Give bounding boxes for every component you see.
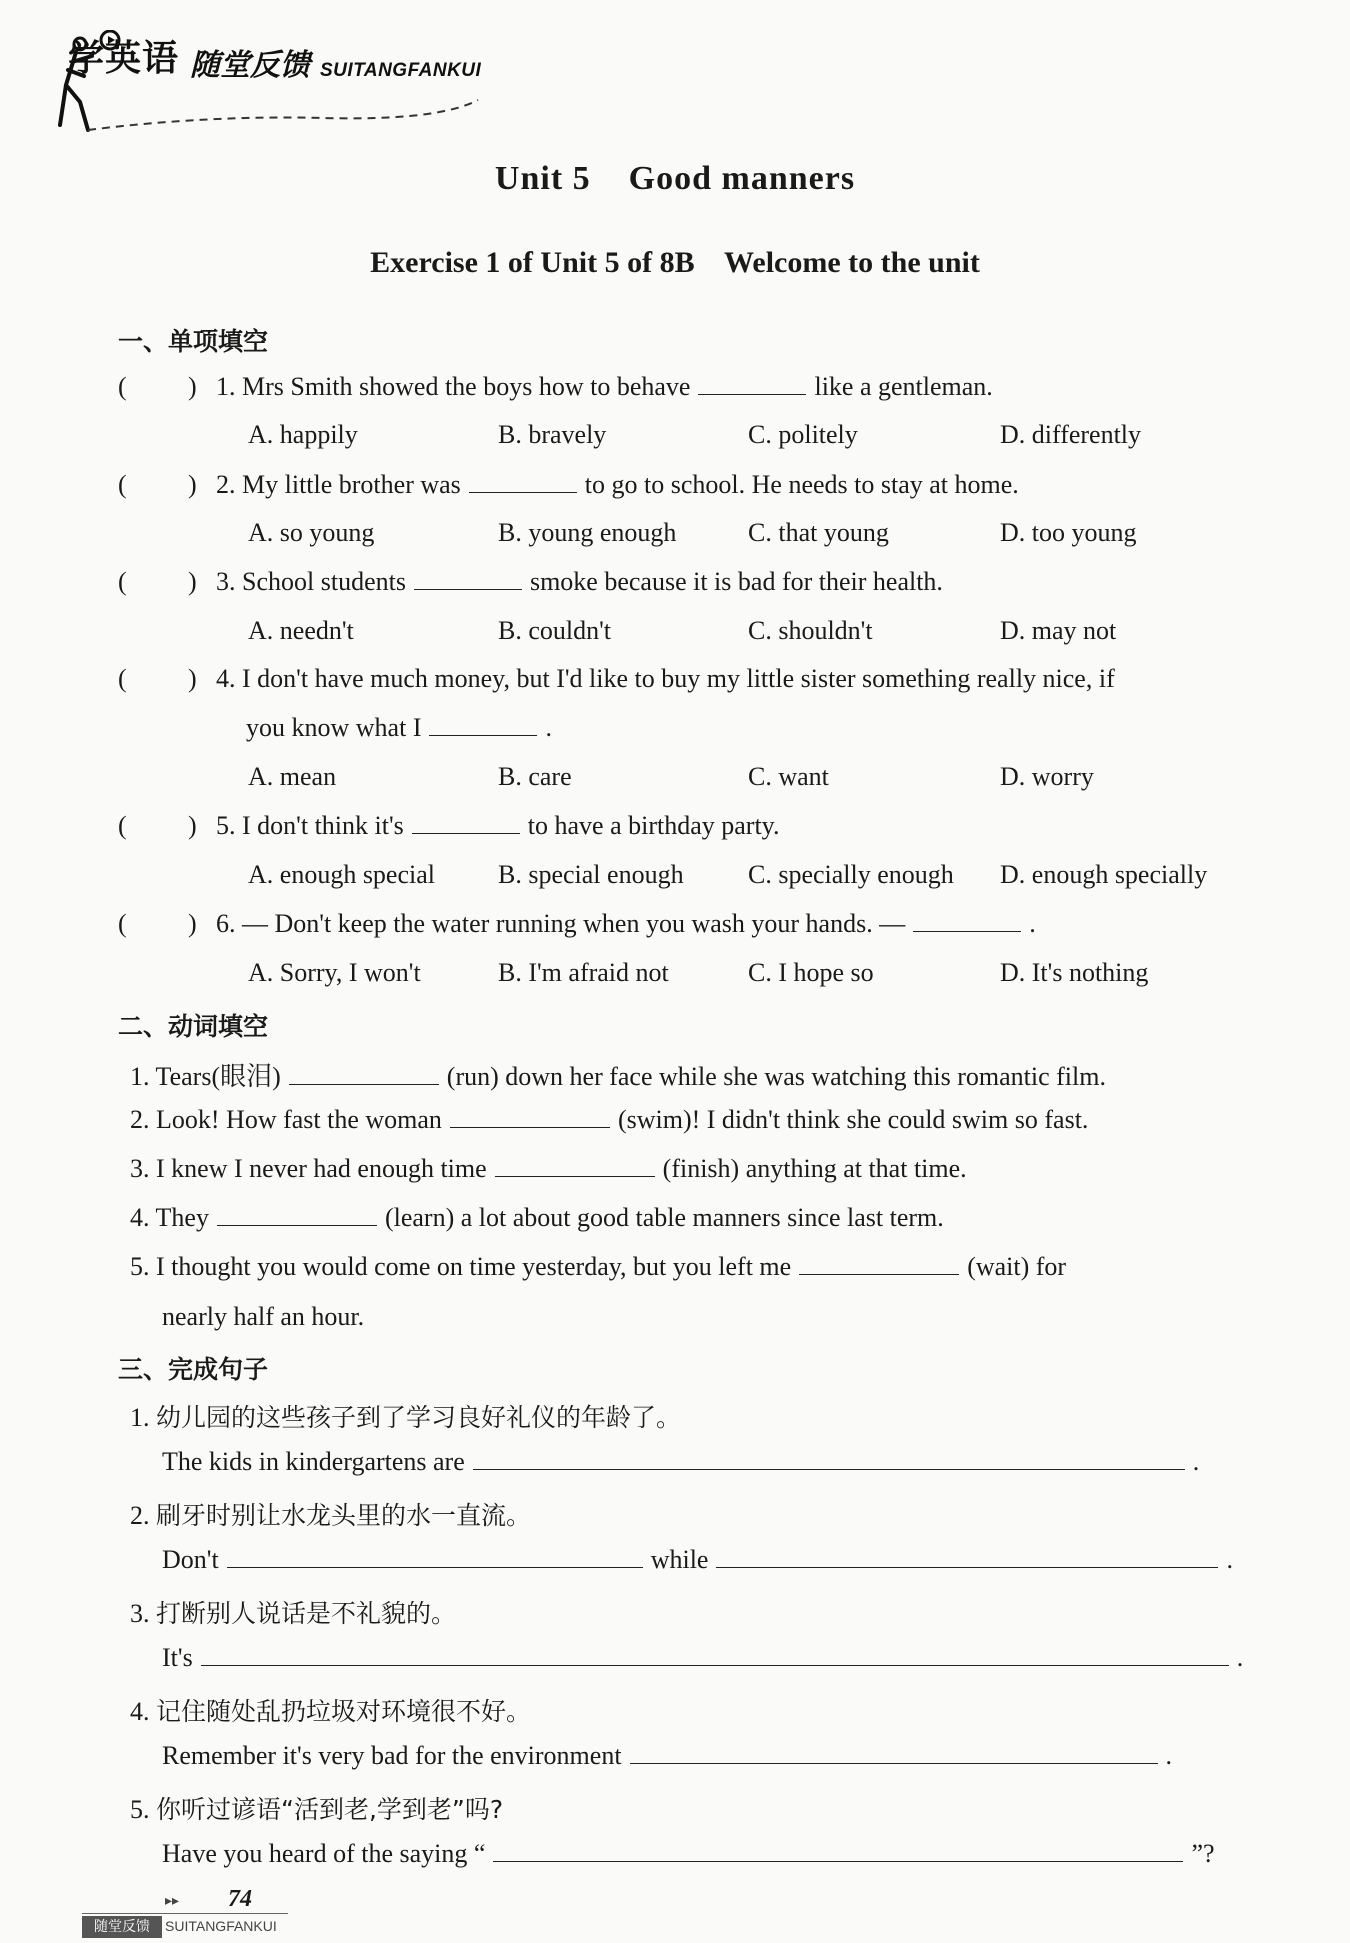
answer-paren-close: ) — [188, 470, 197, 499]
option[interactable]: C. that young — [748, 518, 889, 547]
option[interactable]: D. differently — [1000, 420, 1142, 449]
verb-item-3: 3. I knew I never had enough time (finish) anything at that time. — [130, 1154, 967, 1183]
logo-title-cn: 学英语 — [68, 38, 180, 79]
translate-item-5-en: Have you heard of the saying “ ”? — [162, 1839, 1215, 1868]
logo-subtitle-en: SUITANGFANKUI — [320, 60, 482, 81]
answer-paren-open[interactable]: ( — [118, 567, 127, 596]
unit-title: Unit 5 Good manners — [494, 160, 856, 197]
exercise-title: Exercise 1 of Unit 5 of 8B Welcome to the unit — [370, 246, 980, 279]
section-1-heading: 一、单项填空 — [118, 327, 269, 356]
option[interactable]: A. mean — [248, 762, 337, 791]
answer-paren-close: ) — [188, 372, 197, 401]
translate-item-1-cn: 1. 幼儿园的这些孩子到了学习良好礼仪的年龄了。 — [130, 1403, 682, 1432]
translate-item-3-en: It's . — [162, 1643, 1244, 1672]
option[interactable]: A. happily — [248, 420, 358, 449]
answer-blank[interactable] — [469, 491, 577, 493]
option[interactable]: A. needn't — [248, 616, 354, 645]
question-4: 4. I don't have much money, but I'd like to buy my little sister something really nice, if — [216, 664, 1115, 693]
answer-paren-open[interactable]: ( — [118, 811, 127, 840]
footer-divider — [82, 1913, 288, 1914]
answer-blank[interactable] — [698, 393, 806, 395]
option[interactable]: C. shouldn't — [748, 616, 873, 645]
option[interactable]: A. so young — [248, 518, 375, 547]
answer-paren-open[interactable]: ( — [118, 470, 127, 499]
verb-item-5: 5. I thought you would come on time yesterday, but you left me (wait) for — [130, 1252, 1067, 1281]
answer-blank[interactable] — [217, 1224, 377, 1226]
translate-item-3-cn: 3. 打断别人说话是不礼貌的。 — [130, 1599, 457, 1628]
answer-paren-close: ) — [188, 664, 197, 693]
answer-blank[interactable] — [450, 1126, 610, 1128]
answer-blank[interactable] — [493, 1860, 1183, 1862]
answer-blank[interactable] — [414, 588, 522, 590]
verb-item-4: 4. They (learn) a lot about good table manners since last term. — [130, 1203, 944, 1232]
option[interactable]: D. It's nothing — [1000, 958, 1149, 987]
verb-item-2: 2. Look! How fast the woman (swim)! I didn't think she could swim so fast. — [130, 1105, 1089, 1134]
answer-paren-close: ) — [188, 811, 197, 840]
option[interactable]: D. worry — [1000, 762, 1094, 791]
answer-blank[interactable] — [716, 1566, 1218, 1568]
answer-paren-open[interactable]: ( — [118, 909, 127, 938]
answer-blank[interactable] — [412, 832, 520, 834]
answer-blank[interactable] — [799, 1273, 959, 1275]
option[interactable]: C. I hope so — [748, 958, 874, 987]
answer-paren-open[interactable]: ( — [118, 372, 127, 401]
option[interactable]: B. bravely — [498, 420, 607, 449]
translate-item-4-cn: 4. 记住随处乱扔垃圾对环境很不好。 — [130, 1697, 532, 1726]
logo-subtitle-cn: 随堂反馈 — [190, 48, 310, 83]
option[interactable]: A. enough special — [248, 860, 436, 889]
question-4-line-2: you know what I . — [246, 713, 552, 742]
translate-item-4-en: Remember it's very bad for the environment . — [162, 1741, 1173, 1770]
option[interactable]: B. care — [498, 762, 572, 791]
page-number: 74 — [228, 1886, 252, 1912]
question-3: 3. School students smoke because it is bad for their health. — [216, 567, 943, 596]
footer-brand-en: SUITANGFANKUI — [165, 1918, 277, 1934]
translate-item-1-en: The kids in kindergartens are . — [162, 1447, 1200, 1476]
option[interactable]: C. politely — [748, 420, 858, 449]
question-2: 2. My little brother was to go to school. He needs to stay at home. — [216, 470, 1019, 499]
option[interactable]: C. specially enough — [748, 860, 954, 889]
question-1: 1. Mrs Smith showed the boys how to behave like a gentleman. — [216, 372, 993, 401]
answer-blank[interactable] — [473, 1468, 1185, 1470]
translate-item-5-cn: 5. 你听过谚语“活到老,学到老”吗? — [130, 1795, 504, 1824]
section-3-heading: 三、完成句子 — [118, 1355, 269, 1384]
answer-blank[interactable] — [495, 1175, 655, 1177]
translate-item-2-cn: 2. 刷牙时别让水龙头里的水一直流。 — [130, 1501, 532, 1530]
answer-blank[interactable] — [429, 734, 537, 736]
answer-paren-close: ) — [188, 567, 197, 596]
question-6: 6. — Don't keep the water running when you wash your hands. — . — [216, 909, 1036, 938]
section-2-heading: 二、动词填空 — [118, 1012, 269, 1041]
footer-brand-box: 随堂反馈 — [82, 1916, 162, 1938]
option[interactable]: C. want — [748, 762, 829, 791]
option[interactable]: B. special enough — [498, 860, 684, 889]
page-arrow-icon: ▸▸ — [165, 1894, 180, 1909]
option[interactable]: A. Sorry, I won't — [248, 958, 421, 987]
answer-blank[interactable] — [913, 930, 1021, 932]
option[interactable]: B. young enough — [498, 518, 677, 547]
answer-blank[interactable] — [227, 1566, 643, 1568]
answer-blank[interactable] — [630, 1762, 1158, 1764]
verb-item-5-line-2: nearly half an hour. — [162, 1302, 365, 1331]
answer-blank[interactable] — [289, 1083, 439, 1085]
answer-blank[interactable] — [201, 1664, 1229, 1666]
question-5: 5. I don't think it's to have a birthday party. — [216, 811, 780, 840]
answer-paren-open[interactable]: ( — [118, 664, 127, 693]
option[interactable]: D. may not — [1000, 616, 1117, 645]
translate-item-2-en: Don't while . — [162, 1545, 1233, 1574]
option[interactable]: B. I'm afraid not — [498, 958, 669, 987]
option[interactable]: B. couldn't — [498, 616, 612, 645]
verb-item-1: 1. Tears(眼泪) (run) down her face while she was watching this romantic film. — [130, 1062, 1106, 1091]
answer-paren-close: ) — [188, 909, 197, 938]
option[interactable]: D. enough specially — [1000, 860, 1208, 889]
option[interactable]: D. too young — [1000, 518, 1137, 547]
